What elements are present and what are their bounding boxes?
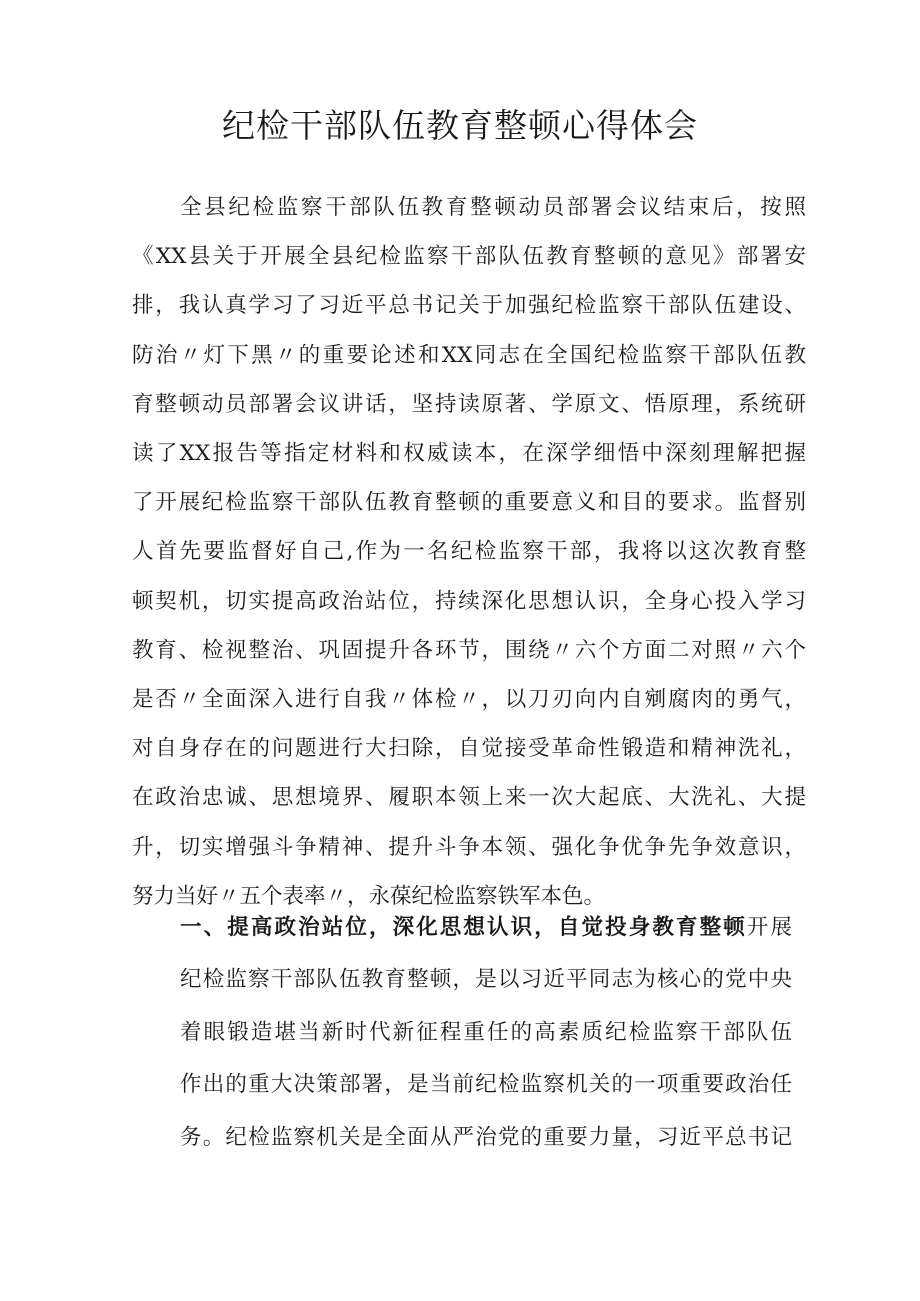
text-line: 升，切实增强斗争精神、提升斗争本领、强化争优争先争效意识， [132,834,806,860]
section-heading-line [180,902,792,954]
text-line: 着眼锻造堪当新时代新征程重任的高素质纪检监察干部队伍 [180,1019,792,1045]
text-line: 了开展纪检监察干部队伍教育整顿的重要意义和目的要求。监督别 [132,490,806,516]
text-line: 全县纪检监察干部队伍教育整顿动员部署会议结束后，按照 [180,195,806,220]
text-line: 人首先要监督好自己,作为一名纪检监察干部，我将以这次教育整 [132,539,806,565]
text-line: 纪检监察干部队伍教育整顿，是以习近平同志为核心的党中央 [180,967,792,993]
section-heading-tail: 开展 [746,915,792,940]
text-line: 教育、检视整治、巩固提升各环节，围绕〃六个方面二对照〃六个 [132,637,806,663]
text-line: 防治〃灯下黑〃的重要论述和XX同志在全国纪检监察干部队伍教 [132,342,806,368]
text-line: 作出的重大决策部署，是当前纪检监察机关的一项重要政治任 [180,1072,792,1098]
text-line: 对自身存在的问题进行大扫除，自觉接受革命性锻造和精神洗礼， [132,736,806,762]
text-line: 在政治忠诚、思想境界、履职本领上来一次大起底、大洗礼、大提 [132,785,806,811]
section-heading: 一、提高政治站位，深化思想认识，自觉投身教育整顿 [180,915,747,940]
text-line: 是否〃全面深入进行自我〃体检〃，以刀刃向内自剜腐肉的勇气， [132,687,806,713]
document-title: 纪检干部队伍教育整顿心得体会 [222,106,698,145]
intro-paragraph [132,183,806,921]
text-line: 顿契机，切实提高政治站位，持续深化思想认识，全身心投入学习 [132,588,806,614]
section-1-paragraph [180,902,792,1164]
text-line: 务。纪检监察机关是全面从严治党的重要力量，习近平总书记 [180,1124,792,1150]
text-line: 排，我认真学习了习近平总书记关于加强纪检监察干部队伍建设、 [132,293,806,319]
text-line: 读了XX报告等指定材料和权威读本，在深学细悟中深刻理解把握 [132,441,806,467]
text-line: 《XX县关于开展全县纪检监察干部队伍教育整顿的意见》部署安 [132,244,806,270]
text-line: 育整顿动员部署会议讲话，坚持读原著、学原文、悟原理，系统研 [132,391,806,417]
text-line: 努力当好〃五个表率〃，永葆纪检监察铁军本色。 [132,883,606,909]
